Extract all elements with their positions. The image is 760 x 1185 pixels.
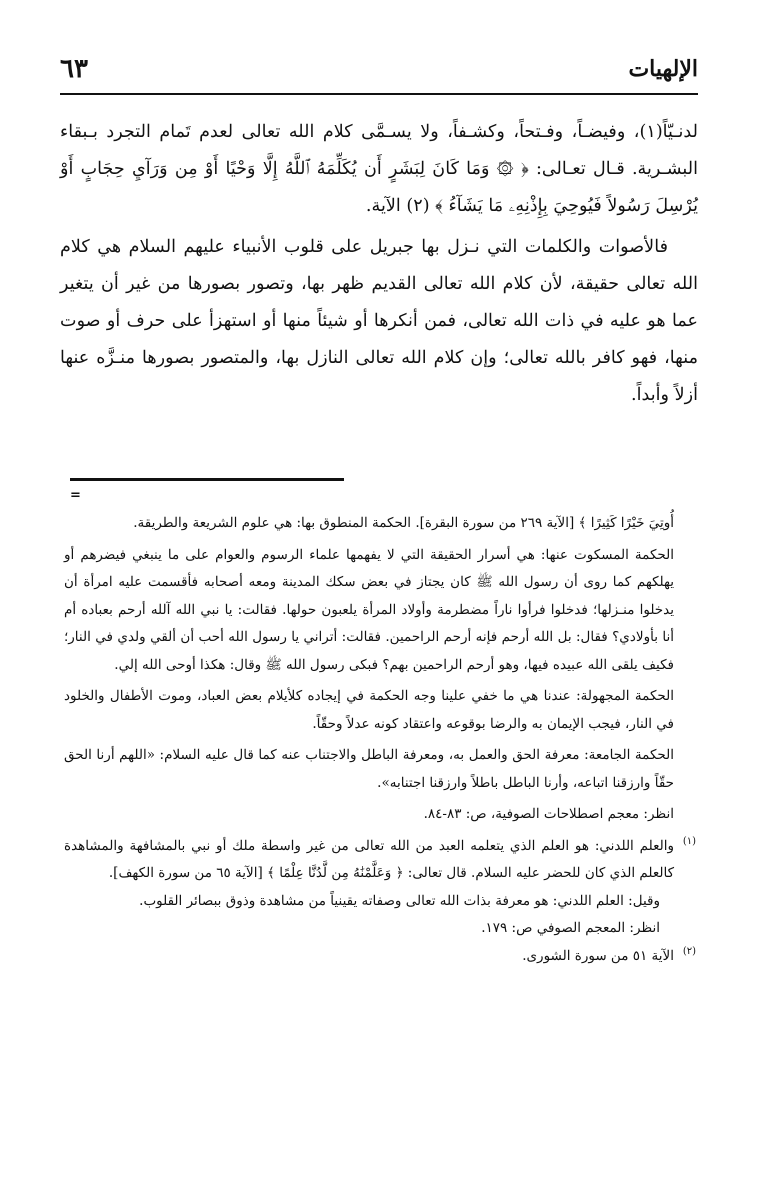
running-title: الإلهيات bbox=[628, 56, 698, 82]
footnote-continued-2: الحكمة المسكوت عنها: هي أسرار الحقيقة التي لا يفهمها علماء الرسوم والعوام على ما ينبغي فيضرهم أو يهلكهم كما روى أن رسول الله ﷺ كان يجتاز في بعض سكك المدينة ومعه أصحابه فأقسمت عليه امرأة أن يدخلوا منـزلها؛ فدخلوا فرأوا ناراً مضطرمة وأولاد المرأة يلعبون حولها. فقالت: يا نبي الله آلله أرحم بعباده أم أنا بأولادي؟ فقال: بل الله أرحم فإنه أرحم الراحمين. فقالت: أتراني يا رسول الله أحب أن ألقي ولدي في النار؛ فكيف يلقى الله عبيده فيها، وهو أرحم الراحمين بهم؟ فبكى رسول الله ﷺ وقال: هكذا أوحى الله إلي. bbox=[64, 546, 674, 673]
footnote-1-text: والعلم اللدني: هو العلم الذي يتعلمه العبد من الله تعالى من غير واسطة ملك أو نبي بالمشافهة والمشاهدة كالعلم الذي كان للحضر عليه السلام. قال تعالى: ﴿ وَعَلَّمْنَٰهُ مِن لَّدُنَّا عِلْمًا ﴾ [الآية ٦٥ من سورة الكهف]. bbox=[64, 837, 674, 881]
footnote-separator bbox=[70, 478, 344, 481]
footnote-1 bbox=[64, 833, 696, 888]
paragraph-2: فالأصوات والكلمات التي نـزل بها جبريل على قلوب الأنبياء عليهم السلام هي كلام الله تعالى حقيقة، لأن كلام الله تعالى القديم ظهر بها، وتصور بصورها من غير أن يتغير عما هو عليه في ذات الله تعالى، فمن أنكرها أو شيئاً منها أو استهزأ على حرف أو صوت منها، فهو كافر بالله تعالى؛ وإن كلام الله تعالى النازل بها، والمتصور بصورها منـزَّه عنها أزلاً وأبداً. bbox=[60, 237, 698, 405]
main-text bbox=[60, 114, 698, 414]
footnotes bbox=[64, 510, 696, 970]
footnote-continued-4: الحكمة الجامعة: معرفة الحق والعمل به، ومعرفة الباطل والاجتناب عنه كما قال عليه السلام: «اللهم أرنا الحق حقّاً وارزقنا اتباعه، وأرنا الباطل باطلاً وارزقنا اجتنابه». bbox=[64, 747, 674, 791]
footnote-1-part-2: وقيل: العلم اللدني: هو معرفة بذات الله تعالى وصفاته يقينياً من مشاهدة وذوق ببصائر القلوب. bbox=[139, 892, 660, 909]
footnote-continuation-mark: = bbox=[70, 488, 81, 503]
footnote-1-reference: انظر: المعجم الصوفي ص: ١٧٩. bbox=[481, 920, 660, 936]
footnote-1-number: (١) bbox=[682, 835, 696, 847]
page-header bbox=[60, 56, 698, 90]
page-number: ٦٣ bbox=[60, 54, 88, 84]
footnote-continued-1: أُوتِيَ خَيْرًا كَثِيرًا ﴾ [الآية ٢٦٩ من سورة البقرة]. الحكمة المنطوق بها: هي علوم الشريعة والطريقة. bbox=[133, 515, 674, 531]
footnote-2-number: (٢) bbox=[682, 945, 696, 957]
paragraph-1: لدنـيّاً(١)، وفيضـاً، وفـتحاً، وكشـفاً، ولا يسـمَّى كلام الله تعالى لعدم تَمام التجرد بـبقاء البشـرية. قـال تعـالى: ﴿ ۞ وَمَا كَانَ لِبَشَرٍ أَن يُكَلِّمَهُ ٱللَّهُ إِلَّا وَحْيًا أَوْ مِن وَرَآيِ حِجَابٍ أَوْ يُرْسِلَ رَسُولاً فَيُوحِيَ بِإِذْنِهِۦ مَا يَشَآءُ ﴾ (٢) الآية. bbox=[60, 122, 698, 216]
footnote-2-text: الآية ٥١ من سورة الشورى. bbox=[522, 947, 674, 964]
header-rule bbox=[60, 93, 698, 95]
footnote-2 bbox=[64, 943, 696, 971]
footnote-continued-5: انظر: معجم اصطلاحات الصوفية، ص: ٨٣-٨٤. bbox=[423, 806, 674, 822]
footnote-continued-3: الحكمة المجهولة: عندنا هي ما خفي علينا وجه الحكمة في إيجاده كلأيلام بعض العباد، وموت الأطفال والخلود في النار، فيجب الإيمان به والرضا بوقوعه واعتقاد كونه عدلاً وحقّاً. bbox=[64, 688, 674, 732]
